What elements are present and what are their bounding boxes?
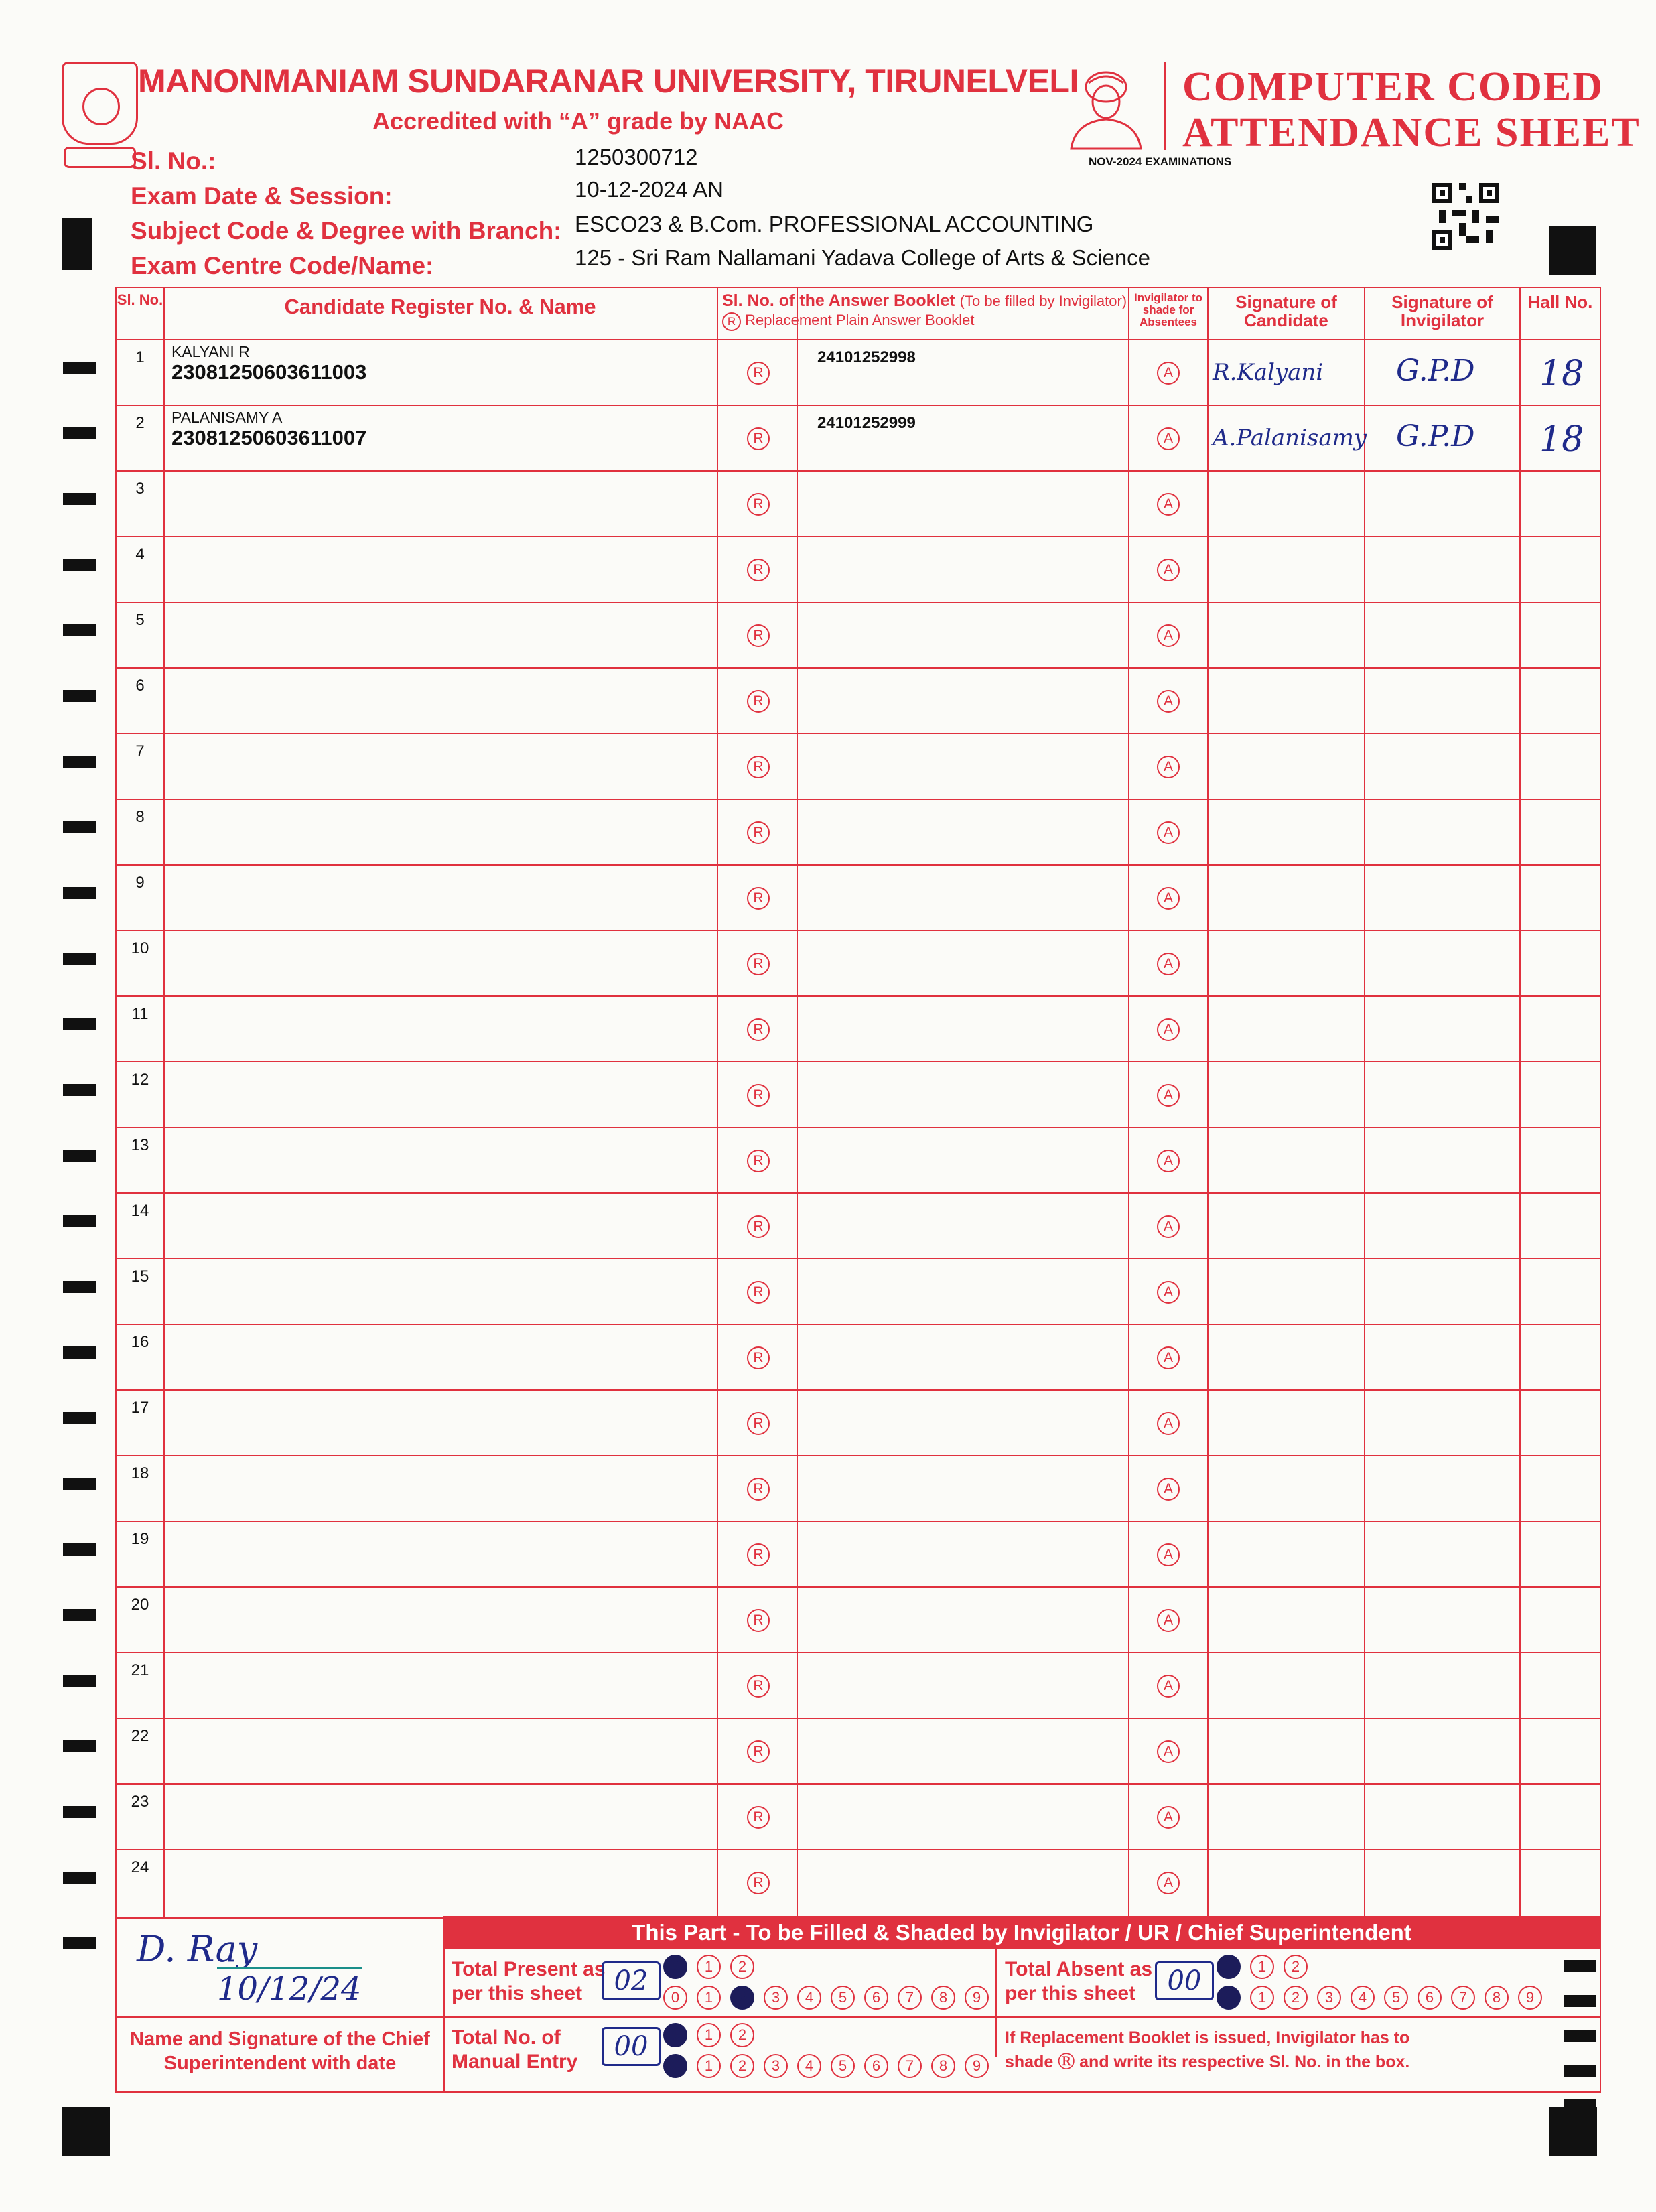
- row-number: 5: [135, 611, 145, 629]
- timing-mark: [63, 1675, 96, 1687]
- total-present-box[interactable]: 02: [602, 1961, 661, 2000]
- absent-units-bubble[interactable]: 5: [1384, 1986, 1408, 2010]
- absent-bubble[interactable]: A: [1157, 362, 1180, 385]
- replacement-bubble[interactable]: R: [747, 624, 770, 647]
- timing-mark: [63, 953, 96, 965]
- row-number: 12: [131, 1070, 149, 1089]
- subject-value: ESCO23 & B.Com. PROFESSIONAL ACCOUNTING: [575, 212, 1094, 236]
- absent-bubble[interactable]: A: [1157, 1150, 1180, 1172]
- timing-mark: [63, 1215, 96, 1227]
- footer-section: [115, 1916, 1601, 2093]
- replacement-bubble[interactable]: R: [747, 1806, 770, 1829]
- timing-mark: [63, 1740, 96, 1752]
- row-number: 18: [131, 1464, 149, 1482]
- absent-units-bubble[interactable]: 4: [1351, 1986, 1375, 2010]
- timing-mark: [63, 1412, 96, 1424]
- col-header-booklet: Sl. No. of the Answer Booklet (To be filled by Invigilator): [722, 291, 1127, 310]
- absent-units-bubble[interactable]: 1: [1250, 1986, 1274, 2010]
- university-logo: [62, 62, 138, 145]
- replacement-bubble[interactable]: R: [747, 1872, 770, 1894]
- replacement-bubble[interactable]: R: [747, 1281, 770, 1304]
- alignment-mark: [62, 218, 92, 270]
- absent-bubble[interactable]: A: [1157, 427, 1180, 450]
- row-number: 9: [135, 874, 145, 892]
- absent-bubble[interactable]: A: [1157, 559, 1180, 581]
- replacement-bubble[interactable]: R: [747, 362, 770, 385]
- absent-bubble[interactable]: A: [1157, 1675, 1180, 1698]
- col-header-sig-invigilator: Signature of Invigilator: [1391, 292, 1493, 331]
- present-tens-bubble[interactable]: 2: [730, 1955, 754, 1979]
- alignment-mark: [1549, 2107, 1597, 2156]
- absent-bubble[interactable]: A: [1157, 1609, 1180, 1632]
- absent-bubble[interactable]: A: [1157, 1412, 1180, 1435]
- timing-mark: [63, 1150, 96, 1162]
- timing-mark: [63, 1281, 96, 1293]
- manual-units-bubble[interactable]: 7: [898, 2054, 922, 2078]
- subject-label: Subject Code & Degree with Branch:: [131, 217, 562, 245]
- col-header-booklet-sub: R Replacement Plain Answer Booklet: [718, 312, 1132, 331]
- col-header-sig-candidate: Signature of Candidate: [1235, 292, 1337, 331]
- hall-number: 18: [1539, 419, 1584, 460]
- exam-date-label: Exam Date & Session:: [131, 182, 393, 210]
- timing-mark: [63, 559, 96, 571]
- portrait-image: [1062, 60, 1150, 150]
- absent-bubble[interactable]: A: [1157, 1346, 1180, 1369]
- timing-mark: [63, 1543, 96, 1556]
- absent-bubble[interactable]: A: [1157, 1740, 1180, 1763]
- row-number: 11: [131, 1005, 149, 1023]
- chief-signature: D. Ray: [137, 1928, 258, 1970]
- replacement-bubble[interactable]: R: [747, 1675, 770, 1698]
- absent-bubble[interactable]: A: [1157, 821, 1180, 844]
- candidate-signature: R.Kalyani: [1213, 359, 1324, 386]
- timing-mark: [63, 1806, 96, 1818]
- timing-mark: [63, 1018, 96, 1030]
- row-number: 14: [131, 1202, 149, 1220]
- timing-mark: [63, 1872, 96, 1884]
- manual-units-bubble[interactable]: 5: [831, 2054, 855, 2078]
- replacement-bubble[interactable]: R: [747, 1740, 770, 1763]
- absent-bubble[interactable]: A: [1157, 1281, 1180, 1304]
- candidate-register-no: 23081250603611007: [171, 426, 367, 450]
- manual-tens-bubble[interactable]: 2: [730, 2023, 754, 2047]
- sheet-title: COMPUTER CODED ATTENDANCE SHEET: [1182, 64, 1641, 155]
- replacement-bubble[interactable]: R: [747, 1543, 770, 1566]
- absent-bubble[interactable]: A: [1157, 887, 1180, 910]
- row-number: 19: [131, 1530, 149, 1548]
- total-present-label: Total Present as per this sheet: [452, 1958, 606, 2004]
- candidate-register-no: 23081250603611003: [171, 360, 367, 384]
- replacement-bubble[interactable]: R: [747, 493, 770, 516]
- present-units-bubble[interactable]: 5: [831, 1986, 855, 2010]
- absent-bubble[interactable]: A: [1157, 1478, 1180, 1501]
- present-tens-bubble[interactable]: 1: [697, 1955, 721, 1979]
- header-divider: [1164, 62, 1166, 150]
- timing-mark: [63, 690, 96, 702]
- candidate-signature: A.Palanisamy: [1213, 425, 1367, 452]
- absent-units-bubble[interactable]: 9: [1518, 1986, 1542, 2010]
- replacement-bubble[interactable]: R: [747, 1084, 770, 1107]
- accreditation-text: Accredited with “A” grade by NAAC: [372, 107, 784, 135]
- timing-mark: [63, 756, 96, 768]
- absent-bubble[interactable]: A: [1157, 756, 1180, 778]
- chief-date: 10/12/24: [217, 1967, 362, 2008]
- manual-tens-bubble[interactable]: 1: [697, 2023, 721, 2047]
- present-units-bubble[interactable]: 9: [965, 1986, 989, 2010]
- present-units-bubble[interactable]: 8: [931, 1986, 955, 2010]
- absent-bubble[interactable]: A: [1157, 624, 1180, 647]
- replacement-bubble[interactable]: R: [747, 559, 770, 581]
- timing-mark: [63, 493, 96, 505]
- attendance-table: [115, 287, 1601, 1919]
- alignment-mark: [1549, 226, 1596, 275]
- replacement-note: If Replacement Booklet is issued, Invigilator has to shade Ⓡ and write its respective Sl. No. in the box.: [1005, 2028, 1410, 2071]
- manual-entry-box[interactable]: 00: [602, 2027, 661, 2066]
- col-header-candidate: Candidate Register No. & Name: [284, 295, 596, 318]
- absent-units-bubble[interactable]: 0: [1217, 1986, 1241, 2010]
- row-number: 16: [131, 1333, 149, 1351]
- manual-units-bubble[interactable]: 6: [864, 2054, 888, 2078]
- absent-bubble[interactable]: A: [1157, 690, 1180, 713]
- invigilator-signature: G.P.D: [1396, 419, 1475, 454]
- col-header-sl: Sl. No.: [117, 291, 163, 308]
- replacement-bubble[interactable]: R: [747, 821, 770, 844]
- col-header-hall: Hall No.: [1527, 292, 1593, 312]
- row-number: 13: [131, 1136, 149, 1154]
- row-number: 6: [135, 677, 145, 695]
- timing-mark: [63, 624, 96, 636]
- row-number: 22: [131, 1727, 149, 1745]
- manual-units-bubble[interactable]: 4: [797, 2054, 821, 2078]
- replacement-bubble[interactable]: R: [747, 690, 770, 713]
- candidate-name: KALYANI R: [171, 343, 250, 360]
- qr-code-icon: [1432, 182, 1499, 251]
- row-number: 21: [131, 1661, 149, 1679]
- replacement-bubble[interactable]: R: [747, 1346, 770, 1369]
- replacement-bubble[interactable]: R: [747, 953, 770, 975]
- replacement-bubble[interactable]: R: [747, 756, 770, 778]
- timing-mark: [63, 1346, 96, 1359]
- present-tens-bubble[interactable]: 0: [663, 1955, 687, 1979]
- absent-bubble[interactable]: A: [1157, 953, 1180, 975]
- row-number: 17: [131, 1399, 149, 1417]
- replacement-bubble[interactable]: R: [747, 1215, 770, 1238]
- absent-bubble[interactable]: A: [1157, 493, 1180, 516]
- row-number: 15: [131, 1267, 149, 1286]
- manual-units-bubble[interactable]: 8: [931, 2054, 955, 2078]
- present-units-bubble[interactable]: 0: [663, 1986, 687, 2010]
- timing-mark: [63, 1609, 96, 1621]
- centre-label: Exam Centre Code/Name:: [131, 252, 434, 279]
- manual-units-bubble[interactable]: 1: [697, 2054, 721, 2078]
- present-units-bubble[interactable]: 6: [864, 1986, 888, 2010]
- present-units-bubble[interactable]: 7: [898, 1986, 922, 2010]
- timing-mark: [63, 821, 96, 833]
- absent-units-bubble[interactable]: 6: [1418, 1986, 1442, 2010]
- present-units-bubble[interactable]: 4: [797, 1986, 821, 2010]
- centre-value: 125 - Sri Ram Nallamani Yadava College of Arts & Science: [575, 245, 1151, 270]
- manual-units-bubble[interactable]: 9: [965, 2054, 989, 2078]
- alignment-mark: [62, 2107, 110, 2156]
- exam-session-label: NOV-2024 EXAMINATIONS: [1089, 155, 1232, 168]
- replacement-bubble[interactable]: R: [747, 1478, 770, 1501]
- absent-bubble[interactable]: A: [1157, 1872, 1180, 1894]
- manual-units-bubble[interactable]: 2: [730, 2054, 754, 2078]
- absent-bubble[interactable]: A: [1157, 1018, 1180, 1041]
- col-header-absent: Invigilator to shade for Absentees: [1134, 291, 1202, 328]
- total-absent-label: Total Absent as per this sheet: [1005, 1958, 1153, 2004]
- timing-mark: [63, 427, 96, 439]
- sl-no-label: Sl. No.:: [131, 147, 216, 175]
- manual-entry-label: Total No. of Manual Entry: [452, 2026, 578, 2073]
- absent-tens-bubble[interactable]: 0: [1217, 1955, 1241, 1979]
- absent-bubble[interactable]: A: [1157, 1215, 1180, 1238]
- row-number: 1: [135, 348, 145, 366]
- manual-tens-bubble[interactable]: 0: [663, 2023, 687, 2047]
- row-number: 10: [131, 939, 149, 957]
- replacement-bubble[interactable]: R: [747, 1412, 770, 1435]
- booklet-number: 24101252999: [817, 414, 916, 432]
- absent-units-bubble[interactable]: 7: [1451, 1986, 1475, 2010]
- chief-label: Name and Signature of the Chief Superintendent with date: [130, 2028, 430, 2074]
- absent-bubble[interactable]: A: [1157, 1806, 1180, 1829]
- replacement-bubble[interactable]: R: [747, 427, 770, 450]
- row-number: 20: [131, 1596, 149, 1614]
- row-number: 23: [131, 1793, 149, 1811]
- present-units-bubble[interactable]: 1: [697, 1986, 721, 2010]
- row-number: 8: [135, 808, 145, 826]
- absent-tens-bubble[interactable]: 2: [1284, 1955, 1308, 1979]
- manual-units-bubble[interactable]: 0: [663, 2054, 687, 2078]
- replacement-bubble[interactable]: R: [747, 1150, 770, 1172]
- present-units-bubble[interactable]: 3: [764, 1986, 788, 2010]
- absent-bubble[interactable]: A: [1157, 1543, 1180, 1566]
- row-number: 24: [131, 1858, 149, 1876]
- row-number: 2: [135, 414, 145, 432]
- total-absent-box[interactable]: 00: [1155, 1961, 1214, 2000]
- footer-banner: This Part - To be Filled & Shaded by Invigilator / UR / Chief Superintendent: [443, 1916, 1600, 1949]
- absent-units-bubble[interactable]: 8: [1485, 1986, 1509, 2010]
- invigilator-signature: G.P.D: [1396, 354, 1475, 388]
- absent-tens-bubble[interactable]: 1: [1250, 1955, 1274, 1979]
- replacement-bubble[interactable]: R: [747, 1018, 770, 1041]
- timing-mark: [63, 1937, 96, 1949]
- absent-bubble[interactable]: A: [1157, 1084, 1180, 1107]
- row-number: 7: [135, 742, 145, 760]
- exam-date-value: 10-12-2024 AN: [575, 177, 723, 202]
- replacement-bubble[interactable]: R: [747, 887, 770, 910]
- hall-number: 18: [1539, 354, 1584, 394]
- absent-units-bubble[interactable]: 2: [1284, 1986, 1308, 2010]
- timing-mark: [1564, 2099, 1596, 2112]
- present-units-bubble[interactable]: 2: [730, 1986, 754, 2010]
- row-number: 3: [135, 480, 145, 498]
- timing-mark: [63, 1478, 96, 1490]
- timing-mark: [63, 362, 96, 374]
- timing-mark: [63, 1084, 96, 1096]
- manual-units-bubble[interactable]: 3: [764, 2054, 788, 2078]
- row-number: 4: [135, 545, 145, 563]
- candidate-name: PALANISAMY A: [171, 409, 283, 426]
- booklet-number: 24101252998: [817, 348, 916, 366]
- university-name: MANONMANIAM SUNDARANAR UNIVERSITY, TIRUNELVELI: [138, 62, 1079, 100]
- timing-mark: [63, 887, 96, 899]
- sl-no-value: 1250300712: [575, 145, 698, 169]
- replacement-bubble[interactable]: R: [747, 1609, 770, 1632]
- absent-units-bubble[interactable]: 3: [1317, 1986, 1341, 2010]
